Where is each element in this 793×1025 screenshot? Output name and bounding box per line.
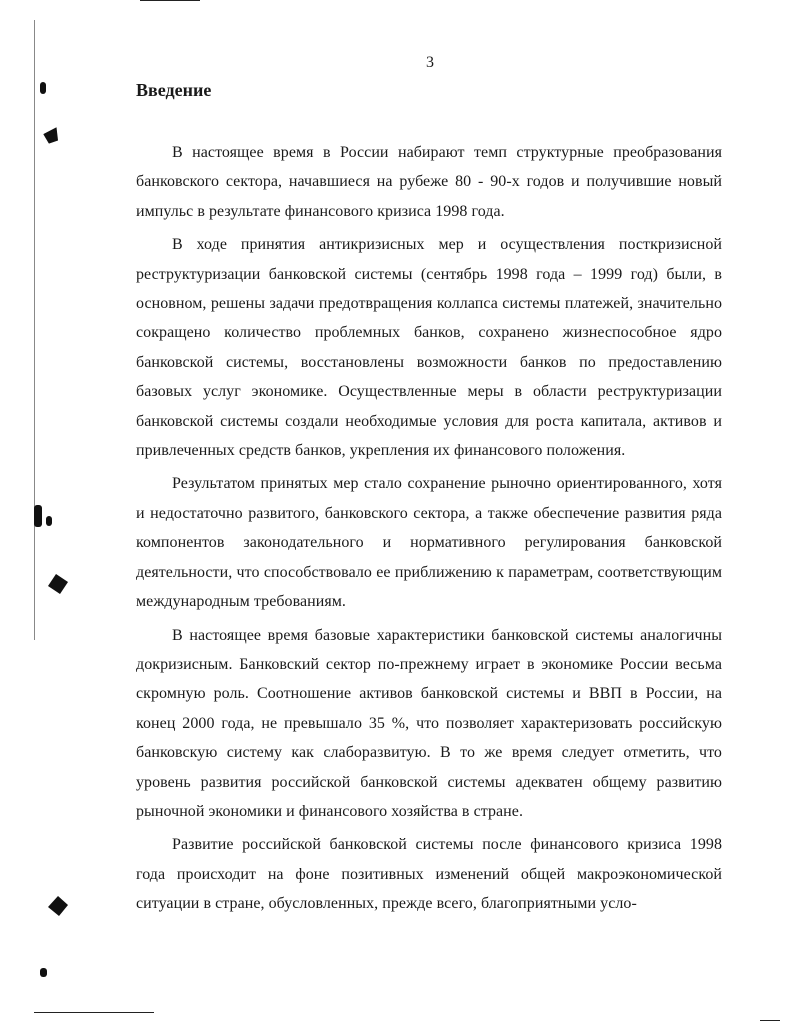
section-heading: Введение <box>136 80 212 100</box>
scan-blot-6 <box>48 896 68 916</box>
scan-bottom-line <box>34 1012 154 1013</box>
scan-blot-1 <box>40 82 46 94</box>
scan-blot-4 <box>46 516 52 526</box>
scan-blot-7 <box>40 968 47 977</box>
scan-blot-3 <box>34 505 42 527</box>
scan-top-line <box>140 0 200 1</box>
paragraph-3: Результатом принятых мер стало сохранение рыночно ориентированного, хотя и недостаточно развитого, банковского сектора, а также обеспечение развития ряда компонентов законодательного и нормативного регулирования банковской деятельности, что способствовало ее приближению к параметрам, соответствующим международным требованиям. <box>136 475 722 611</box>
scan-bottom-right-line <box>760 1020 780 1021</box>
scan-blot-5 <box>48 574 68 594</box>
scan-blot-2 <box>41 123 64 147</box>
paragraph-2: В ходе принятия антикризисных мер и осуществления посткризисной реструктуризации банковской системы (сентябрь 1998 года – 1999 год) были, в основном, решены задачи предотвращения коллапса системы платежей, значительно сокращено количество проблемных банков, сохранено жизнеспособное ядро банковской системы, восстановлены возможности банков по предоставлению базовых услуг экономике. Осуществленные меры в области реструктуризации банковской системы создали необходимые условия для роста капитала, активов и привлеченных средств банков, укрепления их финансового положения. <box>136 236 722 460</box>
body-text <box>136 138 722 923</box>
paragraph-5: Развитие российской банковской системы после финансового кризиса 1998 года происходит на фоне позитивных изменений общей макроэкономической ситуации в стране, обусловленных, прежде всего, благоприятными усло- <box>136 836 722 913</box>
scan-left-edge <box>34 20 35 640</box>
paragraph-4: В настоящее время базовые характеристики банковской системы аналогичны докризисным. Банковский сектор по-прежнему играет в экономике России весьма скромную роль. Соотношение активов банковской системы и ВВП в России, на конец 2000 года, не превышало 35 %, что позволяет характеризовать российскую банковскую систему как слаборазвитую. В то же время следует отметить, что уровень развития российской банковской системы адекватен общему развитию рыночной экономики и финансового хозяйства в стране. <box>136 626 722 820</box>
paragraph-1: В настоящее время в России набирают темп структурные преобразования банковского сектора, начавшиеся на рубеже 80 - 90-х годов и получившие новый импульс в результате финансового кризиса 1998 года. <box>136 144 722 220</box>
page-number: 3 <box>426 54 434 71</box>
